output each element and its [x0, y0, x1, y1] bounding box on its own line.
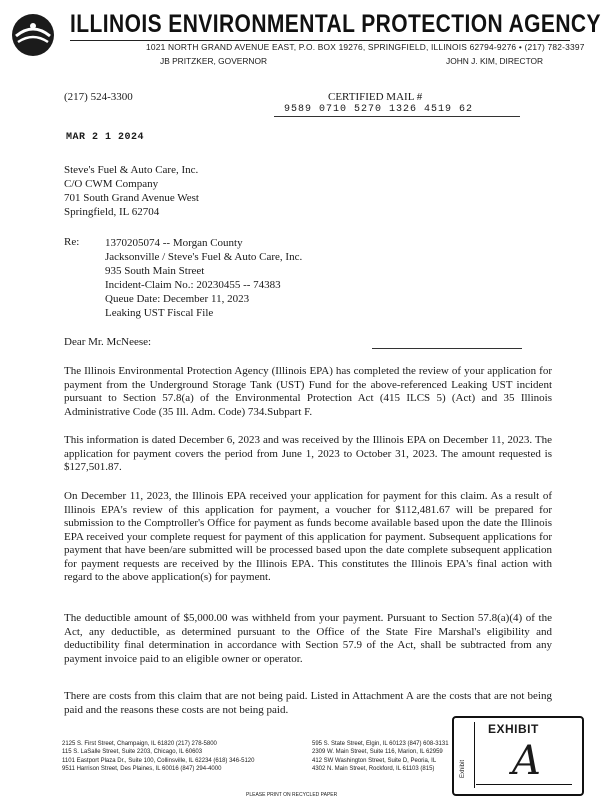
- recipient-line: 701 South Grand Avenue West: [64, 192, 199, 204]
- exhibit-sticker: [452, 716, 584, 796]
- body-paragraph: There are costs from this claim that are not being paid. Listed in Attachment A are the costs that are not being paid and the reasons these costs are not being paid.: [64, 690, 552, 716]
- footer-office: 412 SW Washington Street, Suite D, Peoria, IL: [312, 757, 437, 764]
- re-line: Jacksonville / Steve's Fuel & Auto Care, Inc.: [105, 251, 303, 263]
- footer-office: 4302 N. Main Street, Rockford, IL 61103 (815): [312, 766, 435, 773]
- exhibit-side-text: Exhibit: [460, 759, 466, 778]
- salutation: Dear Mr. McNeese:: [64, 336, 152, 348]
- footer-office: 9511 Harrison Street, Des Plaines, IL 60016 (847) 294-4000: [62, 766, 222, 773]
- exhibit-letter: A: [512, 738, 541, 784]
- body-paragraph: The deductible amount of $5,000.00 was withheld from your payment. Pursuant to Section 57.8(a)(4) of the Act, any deductible, as determined pursuant to the Office of the State Fire Marshal's eligibility and deductibility final determination in accordance with Section 57.9 of the Act, shall be subtracted from any payment invoice paid to an eligible owner or operator.: [64, 612, 552, 665]
- certified-mail-label: CERTIFIED MAIL #: [328, 91, 423, 103]
- contact-phone: (217) 524-3300: [64, 91, 133, 103]
- body-paragraph: The Illinois Environmental Protection Agency (Illinois EPA) has completed the review of your application for payment from the Underground Storage Tank (UST) Fund for the above-referenced Leaking UST incident pursuant to Section 57.8(a) of the Environmental Protection Act (415 ILCS 5) (Act) and 35 Illinois Administrative Code (35 Ill. Adm. Code) 734.Subpart F.: [64, 365, 552, 418]
- footer-office: 2125 S. First Street, Champaign, IL 61820 (217) 278-5800: [62, 741, 217, 747]
- re-line: Leaking UST Fiscal File: [105, 307, 214, 319]
- letterhead-rule: [70, 40, 570, 41]
- body-paragraph: This information is dated December 6, 2023 and was received by the Illinois EPA on December 11, 2023. The application for payment covers the period from June 1, 2023 to October 31, 2023. The amount requested is $127,501.87.: [64, 434, 552, 473]
- footer-offices-left: [62, 740, 254, 774]
- recipient-address: [64, 163, 199, 219]
- footer-office: 1101 Eastport Plaza Dr., Suite 100, Collinsville, IL 62234 (618) 346-5120: [62, 757, 255, 764]
- agency-address: 1021 NORTH GRAND AVENUE EAST, P.O. BOX 19276, SPRINGFIELD, ILLINOIS 62794-9276 • (217) 782-3397: [146, 42, 585, 52]
- exhibit-line: [476, 784, 572, 785]
- exhibit-divider: [474, 722, 475, 788]
- certified-mail-number: 9589 0710 5270 1326 4519 62: [284, 104, 474, 115]
- redaction-line: [372, 348, 522, 349]
- agency-name: ILLINOIS ENVIRONMENTAL PROTECTION AGENCY: [70, 10, 601, 38]
- recycled-paper-note: PLEASE PRINT ON RECYCLED PAPER: [246, 792, 338, 798]
- body-paragraph: On December 11, 2023, the Illinois EPA received your application for payment for this claim. As a result of Illinois EPA's review of this application for payment, a voucher for $112,481.67 will be prepared for submission to the Comptroller's Office for payment as funds become available based upon the date the Illinois EPA received your complete request for payment of this application for payment. Subsequent applications for payment that have been/are submitted will be processed based upon the date complete subsequent application for payment requests are received by the Illinois EPA. This constitutes the Illinois EPA's final action with regard to the above application(s) for payment.: [64, 490, 552, 583]
- re-line: 1370205074 -- Morgan County: [105, 237, 243, 249]
- certified-mail-underline: [274, 116, 520, 117]
- footer-offices-right: [312, 740, 449, 774]
- re-block: [105, 236, 302, 320]
- governor-name: JB PRITZKER, GOVERNOR: [160, 56, 268, 66]
- re-label: Re:: [64, 236, 80, 248]
- recipient-line: C/O CWM Company: [64, 178, 159, 190]
- re-line: Queue Date: December 11, 2023: [105, 293, 250, 305]
- director-name: JOHN J. KIM, DIRECTOR: [446, 56, 544, 66]
- recipient-line: Springfield, IL 62704: [64, 206, 160, 218]
- footer-office: 115 S. LaSalle Street, Suite 2203, Chicago, IL 60603: [62, 749, 203, 756]
- exhibit-label: EXHIBIT: [488, 722, 539, 736]
- recipient-line: Steve's Fuel & Auto Care, Inc.: [64, 164, 199, 176]
- footer-office: 595 S. State Street, Elgin, IL 60123 (847) 608-3131: [312, 741, 449, 747]
- letter-date-stamp: MAR 2 1 2024: [66, 132, 145, 143]
- re-line: Incident-Claim No.: 20230455 -- 74383: [105, 279, 281, 291]
- footer-office: 2309 W. Main Street, Suite 116, Marion, IL 62959: [312, 749, 443, 756]
- re-line: 935 South Main Street: [105, 265, 205, 277]
- illinois-epa-logo-icon: [10, 12, 56, 58]
